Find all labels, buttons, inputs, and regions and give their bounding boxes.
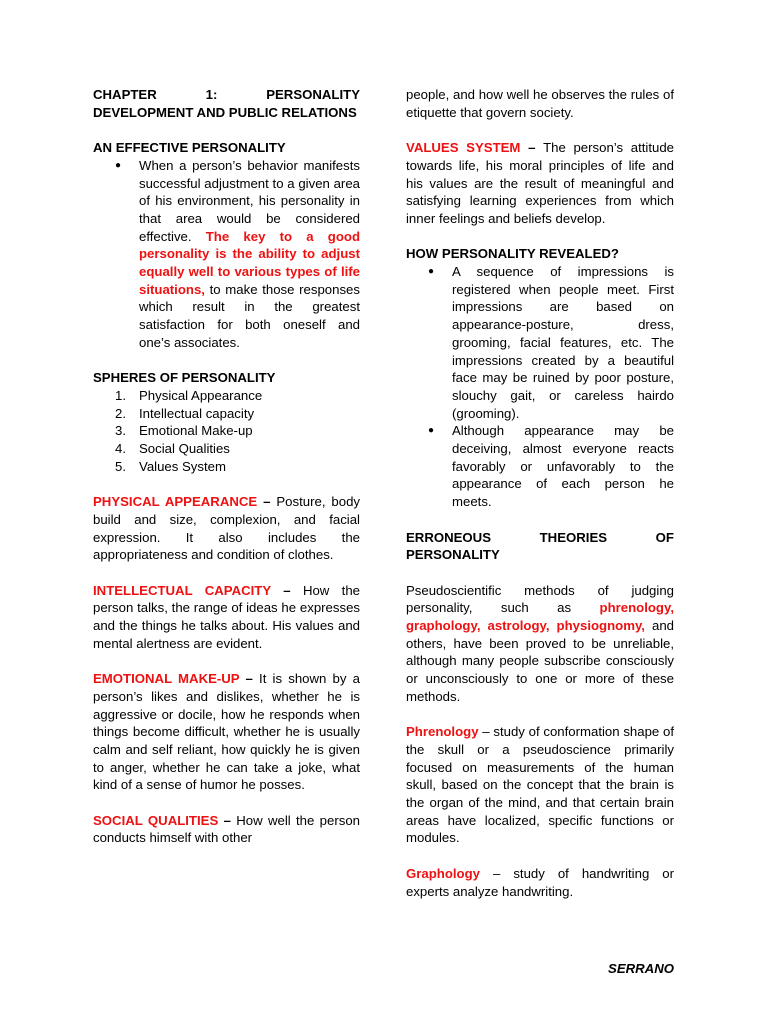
key-highlight: The key to a good personality is the ability to adjust equally well to various types of life situations, — [139, 228, 361, 297]
list-item: 3. Emotional Make-up — [115, 423, 253, 439]
intellectual-capacity-paragraph: INTELLECTUAL CAPACITY – How the person talks, the range of ideas he expresses and the things he talks about. His values and mental alertness are evident. — [93, 582, 360, 651]
phrenology-paragraph: Phrenology – study of conformation shape of the skull or a pseudoscience primarily focused on measurements of the human skull, based on the concept that the brain is the organ of the mind, and that certain brain areas have localized, specific functions or modules. — [406, 724, 674, 846]
effective-personality-heading: AN EFFECTIVE PERSONALITY — [93, 140, 286, 156]
list-item: ● When a person’s behavior manifests successful adjustment to a given area of his environment, his personality in that area would be considered effective. The key to a good personality is the ability to adjust equally well to various types of life situations, to make those responses which result in the greatest satisfaction for both oneself and one’s associates. — [93, 157, 360, 352]
personality-revealed-list — [406, 263, 674, 511]
list-item: ● A sequence of impressions is registered when people meet. First impressions are based on appearance-posture, dress, grooming, facial features, etc. The impressions created by a beautiful face may be ruined by poor posture, slouchy gait, or careless hairdo (grooming). — [406, 263, 674, 422]
list-item: 1. Physical Appearance — [115, 387, 263, 403]
physical-appearance-paragraph: PHYSICAL APPEARANCE – Posture, body build and size, complexion, and facial expression. It also includes the appropriateness and condition of clothes. — [93, 494, 360, 563]
personality-revealed-heading: HOW PERSONALITY REVEALED? — [406, 246, 619, 262]
list-item: 4. Social Qualities — [115, 441, 230, 457]
list-item: 2. Intellectual capacity — [115, 405, 255, 421]
list-item: ● Although appearance may be deceiving, almost everyone reacts favorably or unfavorably to the appearance of each person he meets. — [406, 422, 674, 511]
right-column — [406, 86, 674, 900]
social-qualities-paragraph: SOCIAL QUALITIES – How well the person conducts himself with other — [93, 812, 360, 846]
social-qualities-continued: people, and how well he observes the rules of etiquette that govern society. — [406, 87, 674, 120]
author-footer: SERRANO — [608, 961, 674, 976]
spheres-heading: SPHERES OF PERSONALITY — [93, 370, 276, 386]
list-item: 5. Values System — [115, 458, 226, 474]
effective-personality-list — [93, 157, 360, 352]
graphology-paragraph: Graphology – study of handwriting or experts analyze handwriting. — [406, 865, 674, 899]
left-column — [93, 86, 360, 847]
erroneous-theories-paragraph: Pseudoscientific methods of judging personality, such as phrenology, graphology, astrology, physiognomy, and others, have been proved to be unreliable, although many people subscribe consciously or unconsciously to one or more of these methods. — [406, 582, 674, 704]
chapter-title: CHAPTER 1: PERSONALITY DEVELOPMENT AND PUBLIC RELATIONS — [93, 87, 360, 120]
emotional-makeup-paragraph: EMOTIONAL MAKE-UP – It is shown by a person’s likes and dislikes, whether he is aggressive or docile, how he responds when things become difficult, whether he is usually calm and self reliant, how quickly he is given to anger, whether he can take a joke, what kind of a sense of humor he posses. — [93, 671, 360, 793]
erroneous-theories-heading: ERRONEOUS THEORIES OF PERSONALITY — [406, 529, 674, 563]
spheres-list — [93, 387, 360, 476]
values-system-paragraph: VALUES SYSTEM – The person’s attitude towards life, his moral principles of life and his values are the result of meaningful and satisfying learning experiences from which inner feelings and beliefs develop. — [406, 140, 674, 226]
